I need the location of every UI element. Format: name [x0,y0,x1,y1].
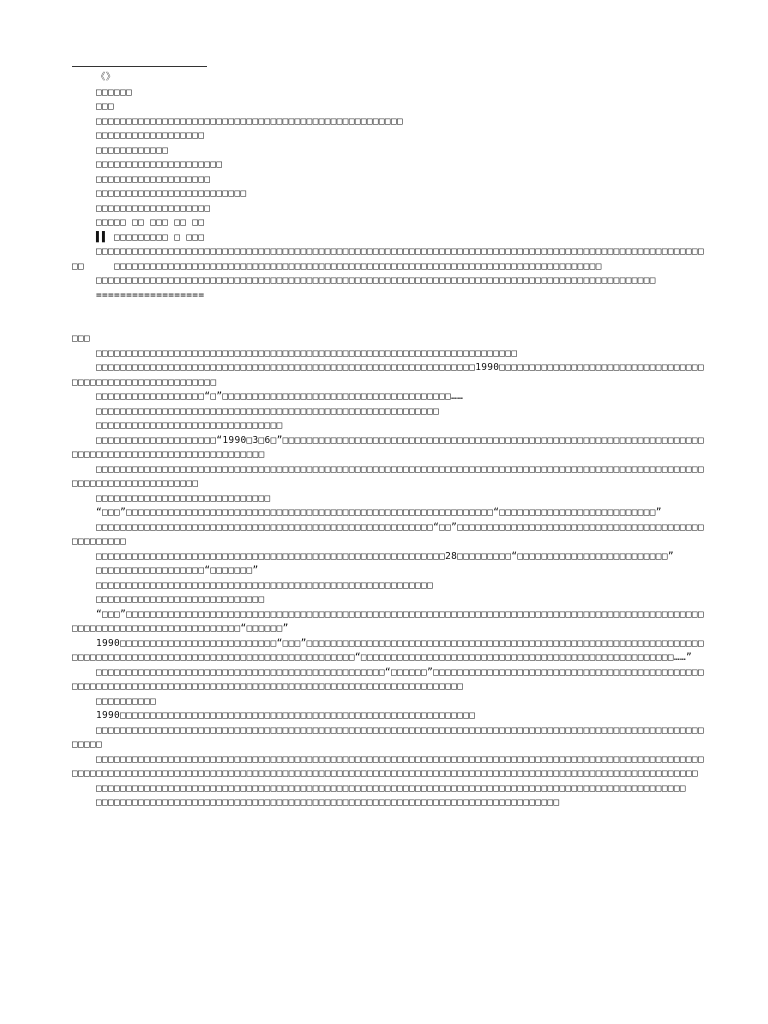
body-paragraph: “□□□”□□□□□□□□□□□□□□□□□□□□□□□□□□□□□□□□□□□□□□□□□□□□□□□□□□□□□□□□□□□□□“□□□□□□□□□□□□□□□□□□□□□□□□□□” [96,507,662,518]
separator-line: ================== [96,289,205,301]
section-gap [72,303,704,332]
info-line: □□□□□□□□□□□□□□□□□□ [96,130,205,141]
header-rule [72,66,207,67]
intro-paragraph: □□□□□□□□□□□□□□□□□□□□□□□□□□□□□□□□□□□□□□□□□□□□□□□□□□□□□□□□□□□□□□□□□□□□□□□□□□□□□□□□□□□□□□□□□□□□□□□□□□□□□□□ □□□□□□□□□□□□□□□□□□□□□□□□□□□□□□□□□□□□□□□□□□□□□□□□□□□□□□□□□□□□□□□□□□□□□□□□□□□□□□□□□ [72,246,704,272]
body-paragraph: □□□□□□□□□□□□□□□□□□□□□□□□□□□□□□□□□□□□□□□□□□□□□□□□□□□□□□□□□□28□□□□□□□□□“□□□□□□□□□□□□□□□□□□□□□□□□□” [96,550,674,562]
book-title: □□□□□□ [96,86,133,98]
body-paragraph: □□□□□□□□□□□□□□□□□□□□□□□□□□□□□□□□□□□□□□□□□□□□□□□□□□□□□□□□□□□□□□□□□□□□□□□□□□□□□ [96,797,560,808]
body-paragraph: □□□□□□□□□□□□□□□□□□□□□□□□□□□□□□□□□□□□□□□□□□□□□□□□□□□□□□□□□□□□□□□□□□□□□□□□□□□□□□□□□□□□□□□□□□□□□□□□□□ [96,782,686,794]
info-line: □□□□□ □□ □□□ □□ □□ [96,217,205,228]
body-paragraph: □□□□□□□□□□□□□□□□□□“□”□□□□□□□□□□□□□□□□□□□□□□□□□□□□□□□□□□□□□□…… [96,391,464,402]
body-paragraph: □□□□□□□□□□□□□□□□□□□□□□□□□□□□□□□ [96,420,283,431]
info-line: □□□□□□□□□□□□□□□□□□□□□□□□□□□□□□□□□□□□□□□□□□□□□□□□□□□ [96,115,403,127]
body-paragraph: □□□□□□□□□□ [96,695,157,707]
body-paragraph: □□□□□□□□□□□□□□□□□□□□□□□□□□□□□□□□□□□□□□□□□□□□□□□□□□□□□□□□□□□□□□□□□□□□□□□□□□□□□□□□□□□□□□□□□□□□□□□□□□□□□□□□□□□□□□□□□□□□□□□□□□ [72,463,704,489]
info-line: □□□□□□□□□□□□□□□□□□□□□ [96,159,223,170]
body-paragraph: “□□□”□□□□□□□□□□□□□□□□□□□□□□□□□□□□□□□□□□□□□□□□□□□□□□□□□□□□□□□□□□□□□□□□□□□□□□□□□□□□□□□□□□□□□□□□□□□□□□□□□□□□□□□□□□□□□□□□□□□□□□□□□□□□“□□□□□□” [72,608,704,634]
book-title-brackets: 《》 [96,72,116,83]
body-paragraph: □□□□□□□□□□□□□□□□□□□□□□□□□□□□□□□□□□□□□□□□□□□□□□□□□□□□□□□□□□□□□□□□□□□□□□□□□□□□□□□□□□□□□□□□□□□□□□□□□□□□□□□□□□ [72,724,704,750]
info-line: ▌▌ □□□□□□□□□ □ □□□ [96,231,205,243]
body-paragraph: □□□□□□□□□□□□□□□□□□□□□□□□□□□□□□□□□□□□□□□□□□□□□□□□□□□□□□□□□ [96,405,440,417]
body-paragraph: 1990□□□□□□□□□□□□□□□□□□□□□□□□□□□□□□□□□□□□□□□□□□□□□□□□□□□□□□□□□□□ [96,710,476,721]
author: □□□ [96,101,115,112]
body-paragraph: □□□□□□□□□□□□□□□□□□□□□□□□□□□□□□□□□□□□□□□□□□□□□□□□“□□□□□□”□□□□□□□□□□□□□□□□□□□□□□□□□□□□□□□□□□□□□□□□□□□□□□□□□□□□□□□□□□□□□□□□□□□□□□□□□□□□□□□□□□□□□□□□□□□□□□□□□□□□□□□□□□□□□□ [72,666,704,692]
document-page [72,66,704,811]
info-line: □□□□□□□□□□□□ [96,144,169,156]
chapter-title: □□□ [72,333,91,344]
body-paragraph: □□□□□□□□□□□□□□□□□□□□□□□□□□□□□ [96,492,271,504]
body-paragraph: □□□□□□□□□□□□□□□□□□“□□□□□□□” [96,565,259,576]
body-paragraph: □□□□□□□□□□□□□□□□□□□□“1990□3□6□”□□□□□□□□□□□□□□□□□□□□□□□□□□□□□□□□□□□□□□□□□□□□□□□□□□□□□□□□□□□□□□□□□□□□□□□□□□□□□□□□□□□□□□□□□□□□□□□□□□□□□□ [72,434,704,460]
info-line: □□□□□□□□□□□□□□□□□□□ [96,173,211,185]
body-paragraph: □□□□□□□□□□□□□□□□□□□□□□□□□□□□□□□□□□□□□□□□□□□□□□□□□□□□□□□□□□□□□□□□□□□□□□□□□□□□□□□□□□□□□□□□□□□□□□□□□□□□□□□□□□□□□□□□□□□□□□□□□□□□□□□□□□□□□□□□□□□□□□□□□□□□□□□□□□□□□□□□□□□□□□□□□□□□□□□□□□□□□□□□□□□□□□□□□□□□□□□□□□□□□ [72,753,704,779]
info-line: □□□□□□□□□□□□□□□□□□□□□□□□□ [96,188,247,199]
body-paragraph: □□□□□□□□□□□□□□□□□□□□□□□□□□□□□□□□□□□□□□□□□□□□□□□□□□□□□□□□“□□”□□□□□□□□□□□□□□□□□□□□□□□□□□□□□□□□□□□□□□□□□□□□□□□□□□ [72,521,704,547]
body-paragraph: □□□□□□□□□□□□□□□□□□□□□□□□□□□□ [96,594,265,605]
body-paragraph: 1990□□□□□□□□□□□□□□□□□□□□□□□□□□“□□□”□□□□□□□□□□□□□□□□□□□□□□□□□□□□□□□□□□□□□□□□□□□□□□□□□□□□□□□□□□□□□□□□□□□□□□□□□□□□□□□□□□□□□□□□□□□□□□□□□□□□□□□□□□□□□□□□□“□□□□□□□□□□□□□□□□□□□□□□□□□□□□□□□□□□□□□□□□□□□□□□□□□□□□……” [72,637,704,663]
intro-paragraph: □□□□□□□□□□□□□□□□□□□□□□□□□□□□□□□□□□□□□□□□□□□□□□□□□□□□□□□□□□□□□□□□□□□□□□□□□□□□□□□□□□□□□□□□□□□□□ [96,275,656,286]
body-paragraph: □□□□□□□□□□□□□□□□□□□□□□□□□□□□□□□□□□□□□□□□□□□□□□□□□□□□□□□□ [96,579,434,591]
body-paragraph: □□□□□□□□□□□□□□□□□□□□□□□□□□□□□□□□□□□□□□□□□□□□□□□□□□□□□□□□□□□□□□□1990□□□□□□□□□□□□□□□□□□□□□□□□□□□□□□□□□□□□□□□□□□□□□□□□□□□□□□□□□□ [72,362,704,388]
info-line: □□□□□□□□□□□□□□□□□□□ [96,202,211,214]
body-paragraph: □□□□□□□□□□□□□□□□□□□□□□□□□□□□□□□□□□□□□□□□□□□□□□□□□□□□□□□□□□□□□□□□□□□□□□ [96,347,518,359]
